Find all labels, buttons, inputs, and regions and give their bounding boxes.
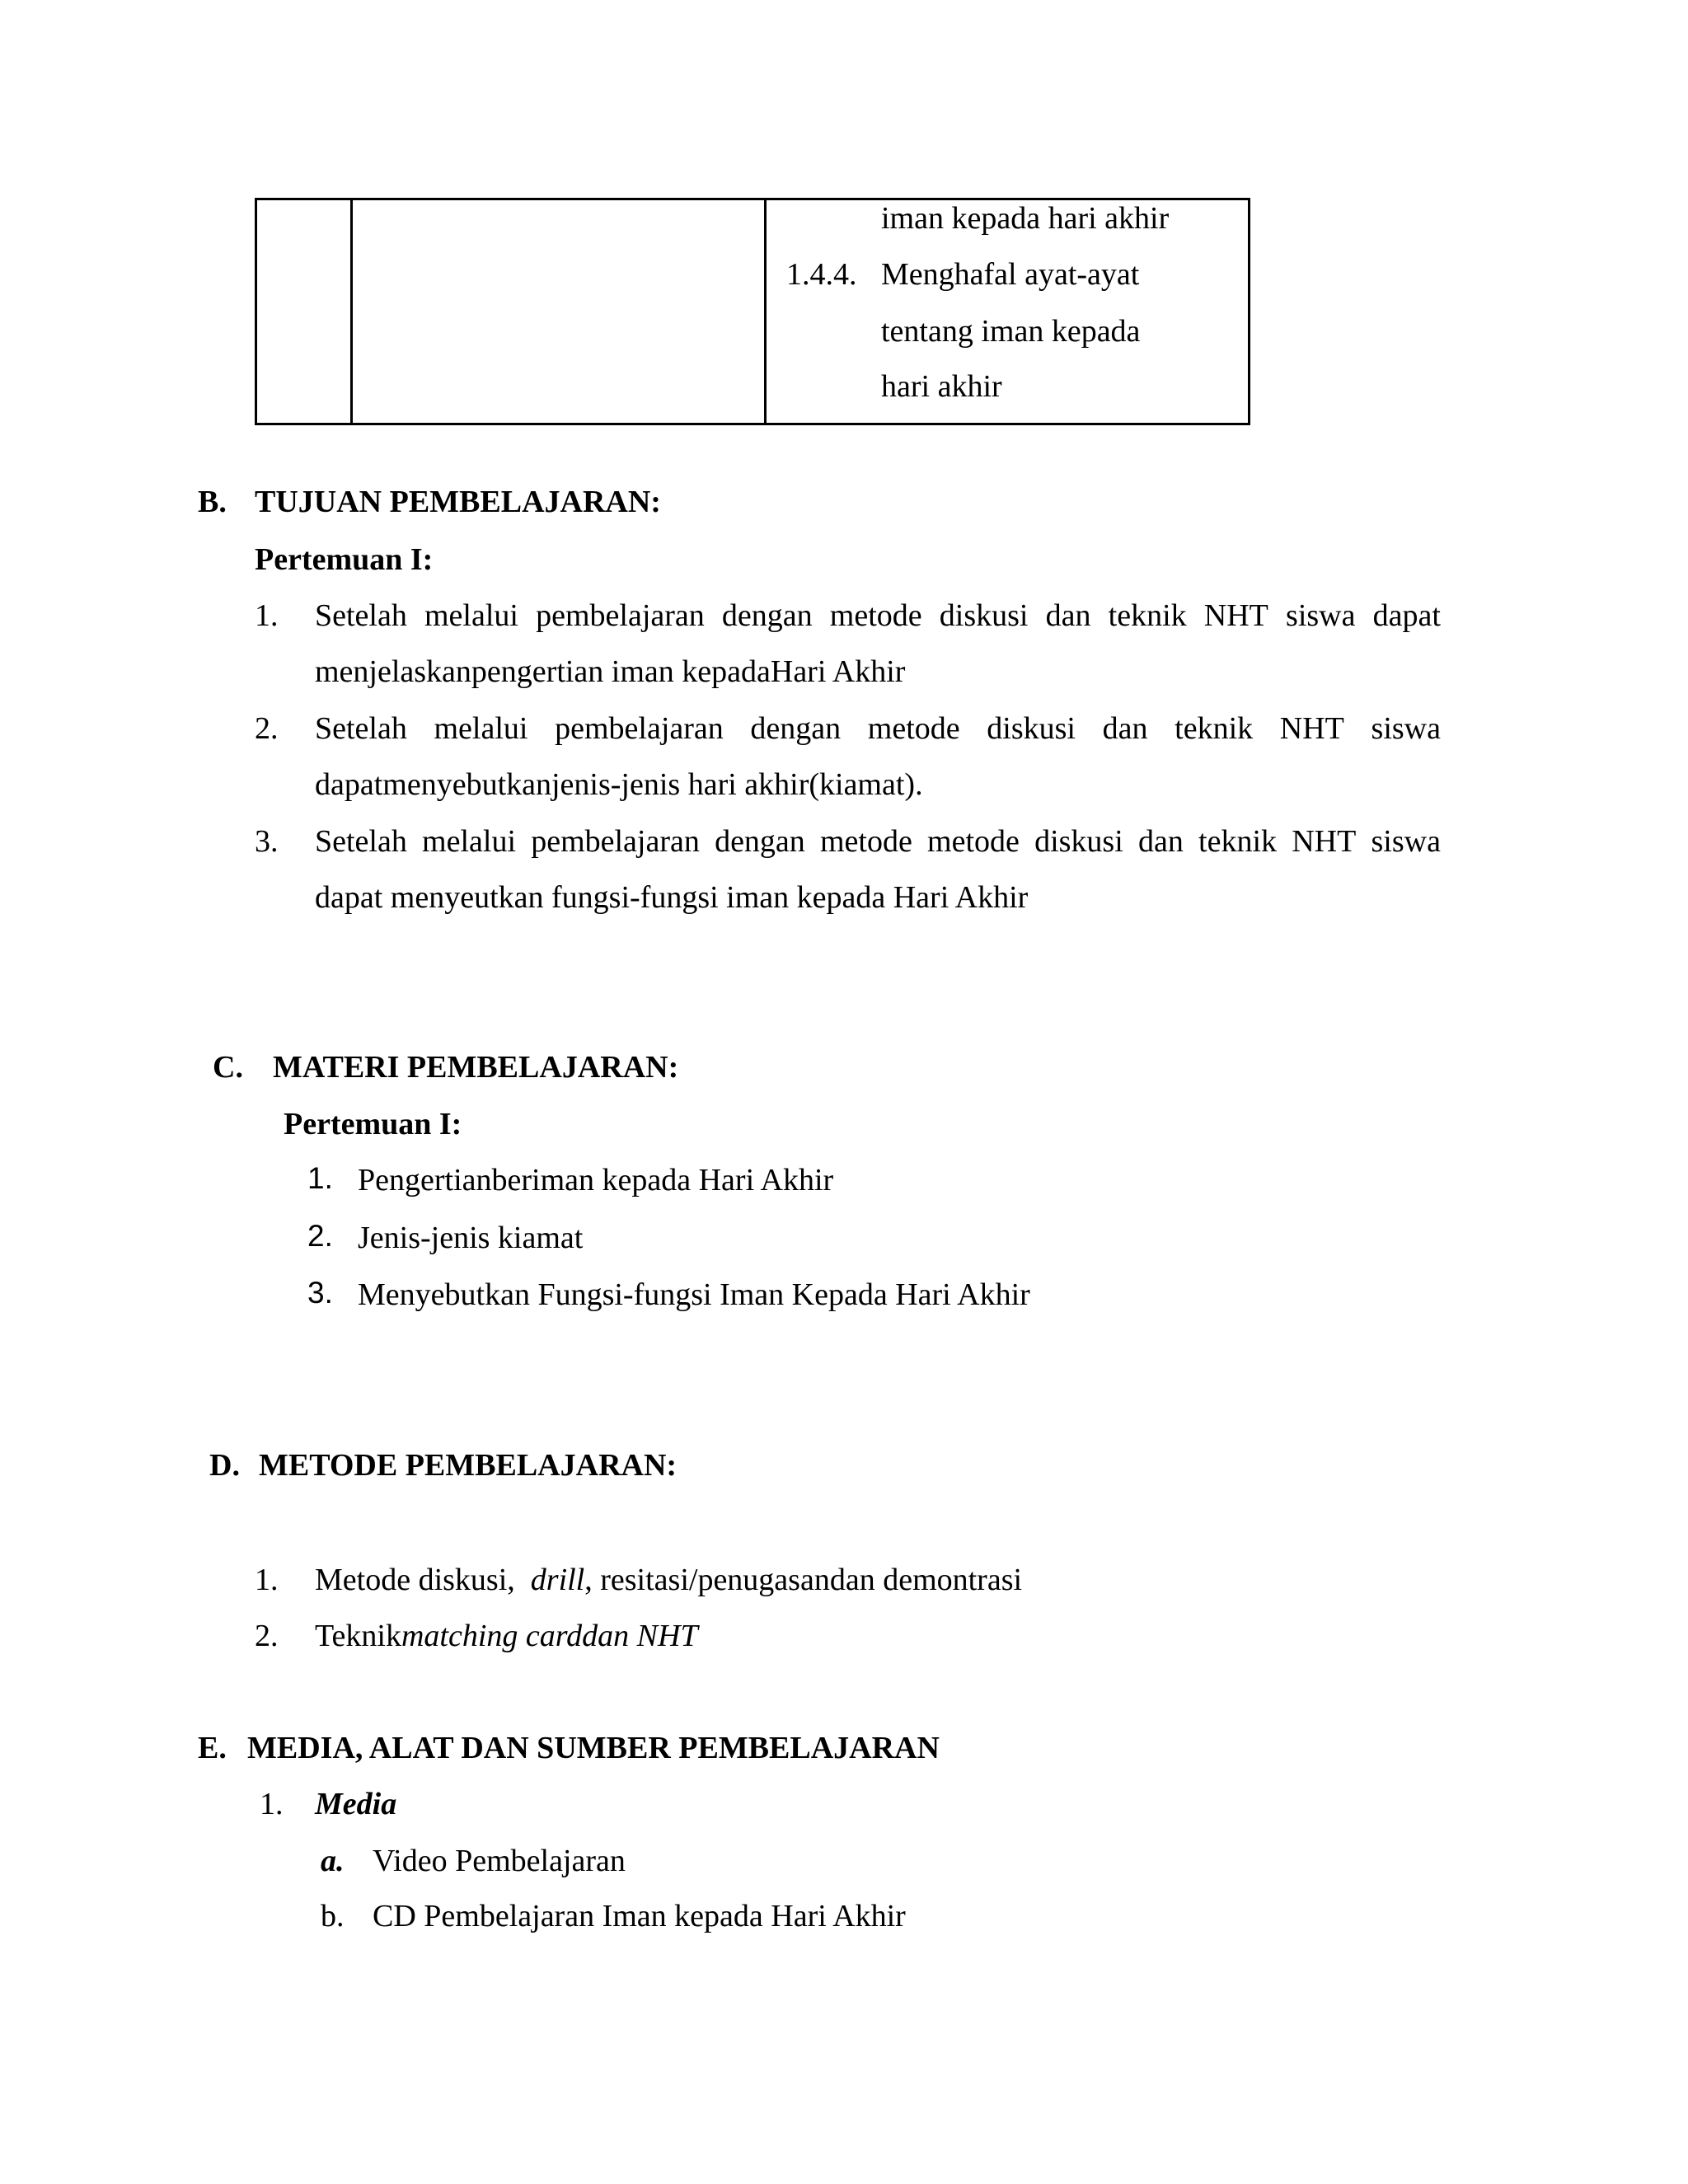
- word: dengan: [715, 824, 805, 859]
- indicator-number: 1.4.4.: [786, 257, 857, 292]
- section-letter: C.: [213, 1050, 243, 1085]
- word: melalui: [424, 598, 518, 633]
- section-heading-materi: MATERI PEMBELAJARAN:: [273, 1050, 679, 1085]
- word: metode: [867, 711, 960, 746]
- list-item: [315, 1618, 698, 1656]
- word: dan: [1102, 711, 1148, 746]
- list-item: Menyebutkan Fungsi-fungsi Iman Kepada Hari Akhir: [358, 1277, 1030, 1312]
- subheading-pertemuan: Pertemuan I:: [284, 1107, 462, 1141]
- list-item-line: [315, 823, 1441, 861]
- word: dengan: [721, 598, 813, 633]
- section-heading-media: MEDIA, ALAT DAN SUMBER PEMBELAJARAN: [247, 1731, 940, 1765]
- list-item: Pengertianberiman kepada Hari Akhir: [358, 1163, 834, 1197]
- word: NHT: [1292, 824, 1357, 859]
- word: NHT: [1203, 598, 1268, 633]
- word: metode: [927, 824, 1020, 859]
- section-letter: D.: [209, 1448, 240, 1483]
- table-cell-text: Menghafal ayat-ayat: [881, 257, 1140, 292]
- table-divider: [350, 200, 353, 423]
- word: siswa: [1371, 711, 1441, 746]
- list-number: 2.: [255, 711, 279, 746]
- text-run: Metode diskusi,: [315, 1563, 531, 1597]
- word: siswa: [1371, 824, 1441, 859]
- word: melalui: [434, 711, 528, 746]
- text-run: , resitasi/penugasandan demontrasi: [584, 1563, 1023, 1597]
- list-item-line: dapat menyeutkan fungsi-fungsi iman kepada Hari Akhir: [315, 880, 1029, 915]
- table-cell-text: iman kepada hari akhir: [881, 201, 1170, 236]
- table-cell-text: hari akhir: [881, 369, 1002, 404]
- list-number: 2.: [307, 1219, 333, 1253]
- word: dengan: [750, 711, 842, 746]
- list-item: CD Pembelajaran Iman kepada Hari Akhir: [373, 1899, 906, 1933]
- section-heading-tujuan: TUJUAN PEMBELAJARAN:: [255, 485, 661, 519]
- word: teknik: [1108, 598, 1187, 633]
- subsection-media: Media: [315, 1787, 397, 1821]
- list-item: Jenis-jenis kiamat: [358, 1221, 584, 1255]
- list-number: 1.: [255, 1563, 279, 1597]
- word: pembelajaran: [536, 598, 705, 633]
- text-run-italic: drill: [530, 1563, 585, 1597]
- list-item: Video Pembelajaran: [373, 1844, 626, 1878]
- subheading-pertemuan: Pertemuan I:: [255, 542, 434, 577]
- word: pembelajaran: [555, 711, 724, 746]
- word: melalui: [422, 824, 517, 859]
- list-number: 3.: [307, 1276, 333, 1310]
- word: dan: [1045, 598, 1091, 633]
- list-number: 3.: [255, 824, 279, 859]
- section-letter: B.: [198, 485, 227, 519]
- word: diskusi: [1034, 824, 1123, 859]
- word: Setelah: [315, 598, 407, 633]
- list-number: 1.: [260, 1787, 284, 1821]
- list-number: 2.: [255, 1619, 279, 1653]
- list-item-line: menjelaskanpengertian iman kepadaHari Akhir: [315, 654, 906, 689]
- list-item-line: [315, 710, 1441, 748]
- list-letter: b.: [321, 1899, 345, 1933]
- section-letter: E.: [198, 1731, 227, 1765]
- word: dan: [1137, 824, 1184, 859]
- word: pembelajaran: [531, 824, 700, 859]
- table-divider: [764, 200, 767, 423]
- word: metode: [829, 598, 922, 633]
- word: dapat: [1372, 598, 1441, 633]
- text-run: Teknik: [315, 1619, 401, 1653]
- word: Setelah: [315, 711, 407, 746]
- list-item: [315, 1562, 1022, 1600]
- word: Setelah: [315, 824, 407, 859]
- word: teknik: [1175, 711, 1254, 746]
- word: diskusi: [939, 598, 1029, 633]
- word: teknik: [1198, 824, 1278, 859]
- text-run-italic: matching carddan NHT: [401, 1619, 698, 1653]
- list-number: 1.: [307, 1161, 333, 1195]
- word: NHT: [1279, 711, 1344, 746]
- section-heading-metode: METODE PEMBELAJARAN:: [259, 1448, 678, 1483]
- list-letter: a.: [321, 1844, 345, 1878]
- word: metode: [819, 824, 912, 859]
- list-number: 1.: [255, 598, 279, 633]
- table-cell-text: tentang iman kepada: [881, 314, 1141, 349]
- word: diskusi: [987, 711, 1076, 746]
- list-item-line: dapatmenyebutkanjenis-jenis hari akhir(kiamat).: [315, 767, 923, 802]
- list-item-line: [315, 598, 1441, 635]
- word: siswa: [1286, 598, 1356, 633]
